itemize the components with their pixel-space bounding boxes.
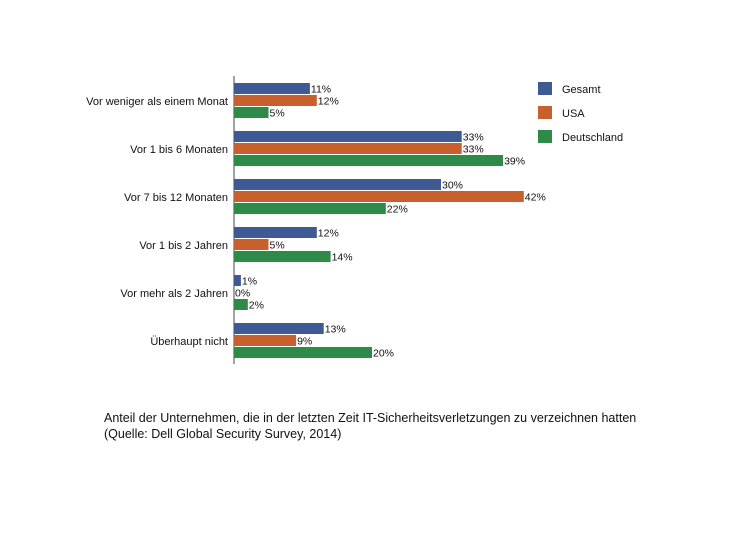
legend-swatch [538, 130, 552, 143]
data-label: 11% [310, 83, 332, 96]
category-label: Überhaupt nicht [150, 336, 228, 348]
bar [234, 107, 269, 118]
bar [234, 347, 372, 358]
bar [234, 335, 296, 346]
category-label: Vor 1 bis 2 Jahren [139, 240, 228, 252]
data-label: 5% [269, 239, 285, 252]
bar [234, 131, 462, 142]
data-label: 42% [524, 191, 546, 204]
category-label: Vor 7 bis 12 Monaten [124, 192, 228, 204]
data-label: 1% [241, 275, 258, 288]
data-label: 39% [504, 155, 526, 168]
data-label: 9% [297, 335, 313, 348]
data-label: 12% [317, 227, 339, 240]
data-label: 33% [462, 131, 484, 144]
data-label: 2% [248, 299, 264, 312]
bar [234, 95, 317, 106]
data-label: 13% [324, 323, 346, 336]
bar [234, 83, 310, 94]
legend-swatch [538, 82, 552, 95]
bar [234, 203, 386, 214]
category-label: Vor 1 bis 6 Monaten [130, 144, 228, 156]
data-label: 22% [386, 203, 408, 216]
caption-line-1: Anteil der Unternehmen, die in der letzten Zeit IT-Sicherheitsverletzungen zu verzeichnen hatten [104, 411, 637, 425]
data-label: 33% [462, 143, 484, 156]
legend-swatch [538, 106, 552, 119]
category-label: Vor weniger als einem Monat [86, 96, 228, 108]
bar [234, 251, 331, 262]
data-label: 30% [442, 179, 464, 192]
legend-label: Deutschland [562, 132, 624, 144]
bar [234, 155, 503, 166]
bar [234, 227, 317, 238]
bar [234, 299, 248, 310]
bar [234, 275, 241, 286]
data-label: 20% [373, 347, 395, 360]
bar [234, 143, 462, 154]
data-label: 0% [235, 287, 251, 300]
bar [234, 239, 269, 250]
category-label: Vor mehr als 2 Jahren [120, 288, 228, 300]
data-label: 12% [317, 95, 339, 108]
caption-line-2: (Quelle: Dell Global Security Survey, 2014) [104, 427, 342, 441]
bar [234, 191, 524, 202]
bar [234, 179, 441, 190]
data-label: 14% [331, 251, 353, 264]
legend-label: USA [562, 108, 585, 120]
data-label: 5% [269, 107, 285, 120]
chart-caption [104, 410, 636, 442]
bar [234, 323, 324, 334]
legend-label: Gesamt [562, 84, 601, 96]
